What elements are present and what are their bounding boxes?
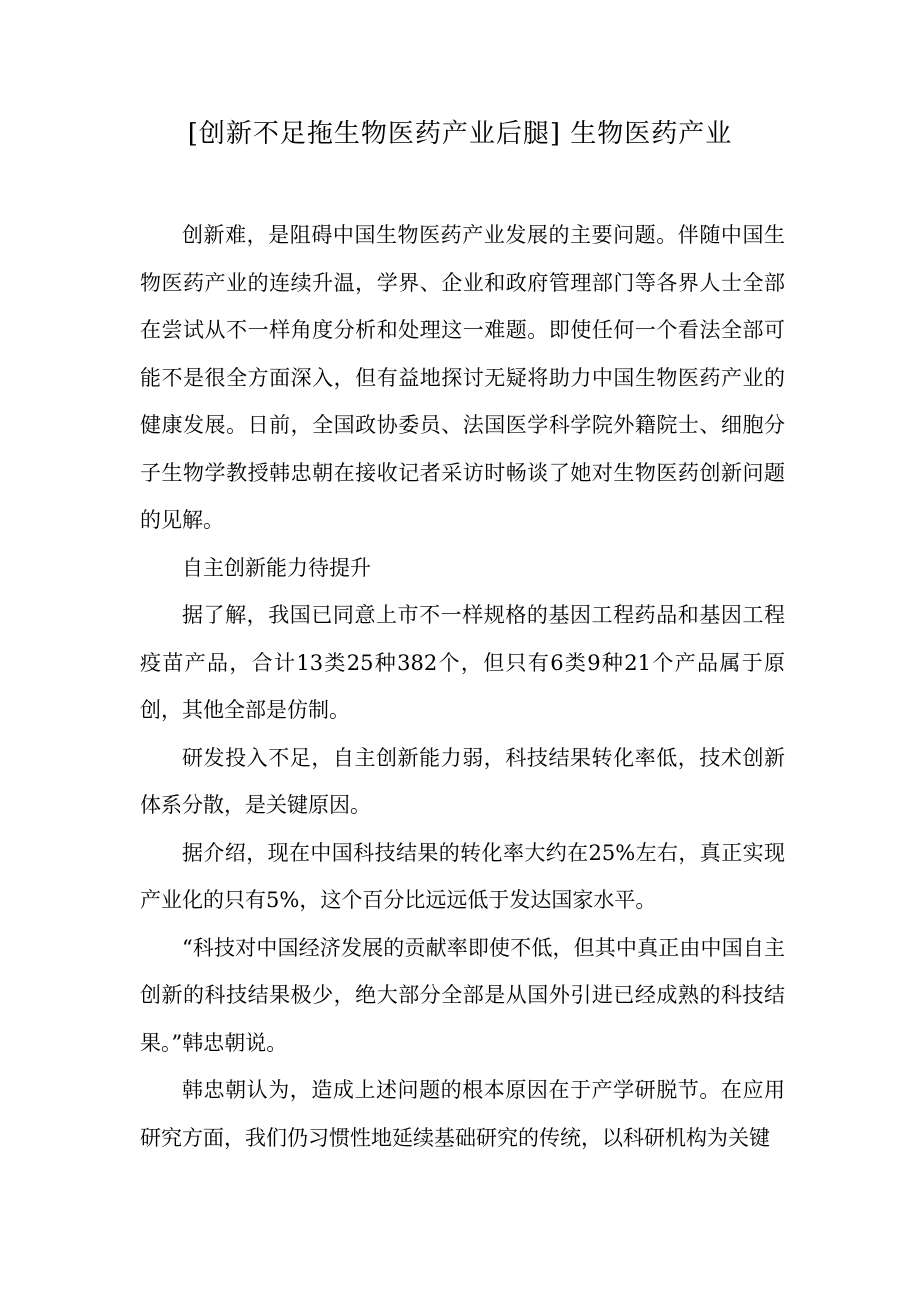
paragraph-quote: “科技对中国经济发展的贡献率即使不低，但其中真正由中国自主创新的科技结果极少，绝大部分全部是从国外引进已经成熟的科技结果。”韩忠朝说。	[140, 935, 785, 1055]
paragraph-conversion-rate: 据介绍，现在中国科技结果的转化率大约在25%左右，真正实现产业化的只有5%，这个百分比远远低于发达国家水平。	[140, 840, 785, 912]
paragraph-approvals: 据了解，我国已同意上市不一样规格的基因工程药品和基因工程疫苗产品，合计13类25种382个，但只有6类9种21个产品属于原创，其他全部是仿制。	[140, 603, 785, 722]
document-body	[140, 212, 785, 1162]
paragraph-causes: 研发投入不足，自主创新能力弱，科技结果转化率低，技术创新体系分散，是关键原因。	[140, 745, 785, 817]
paragraph-intro: 创新难，是阻碍中国生物医药产业发展的主要问题。伴随中国生物医药产业的连续升温，学界、企业和政府管理部门等各界人士全部在尝试从不一样角度分析和处理这一难题。即使任何一个看法全部可能不是很全方面深入，但有益地探讨无疑将助力中国生物医药产业的健康发展。日前，全国政协委员、法国医学科学院外籍院士、细胞分子生物学教授韩忠朝在接收记者采访时畅谈了她对生物医药创新问题的见解。	[140, 223, 785, 532]
document-title: [创新不足拖生物医药产业后腿] 生物医药产业	[187, 119, 733, 149]
section-heading: 自主创新能力待提升	[182, 555, 371, 580]
paragraph-root-cause: 韩忠朝认为，造成上述问题的根本原因在于产学研脱节。在应用研究方面，我们仍习惯性地延续基础研究的传统，以科研机构为关键	[140, 1078, 785, 1150]
